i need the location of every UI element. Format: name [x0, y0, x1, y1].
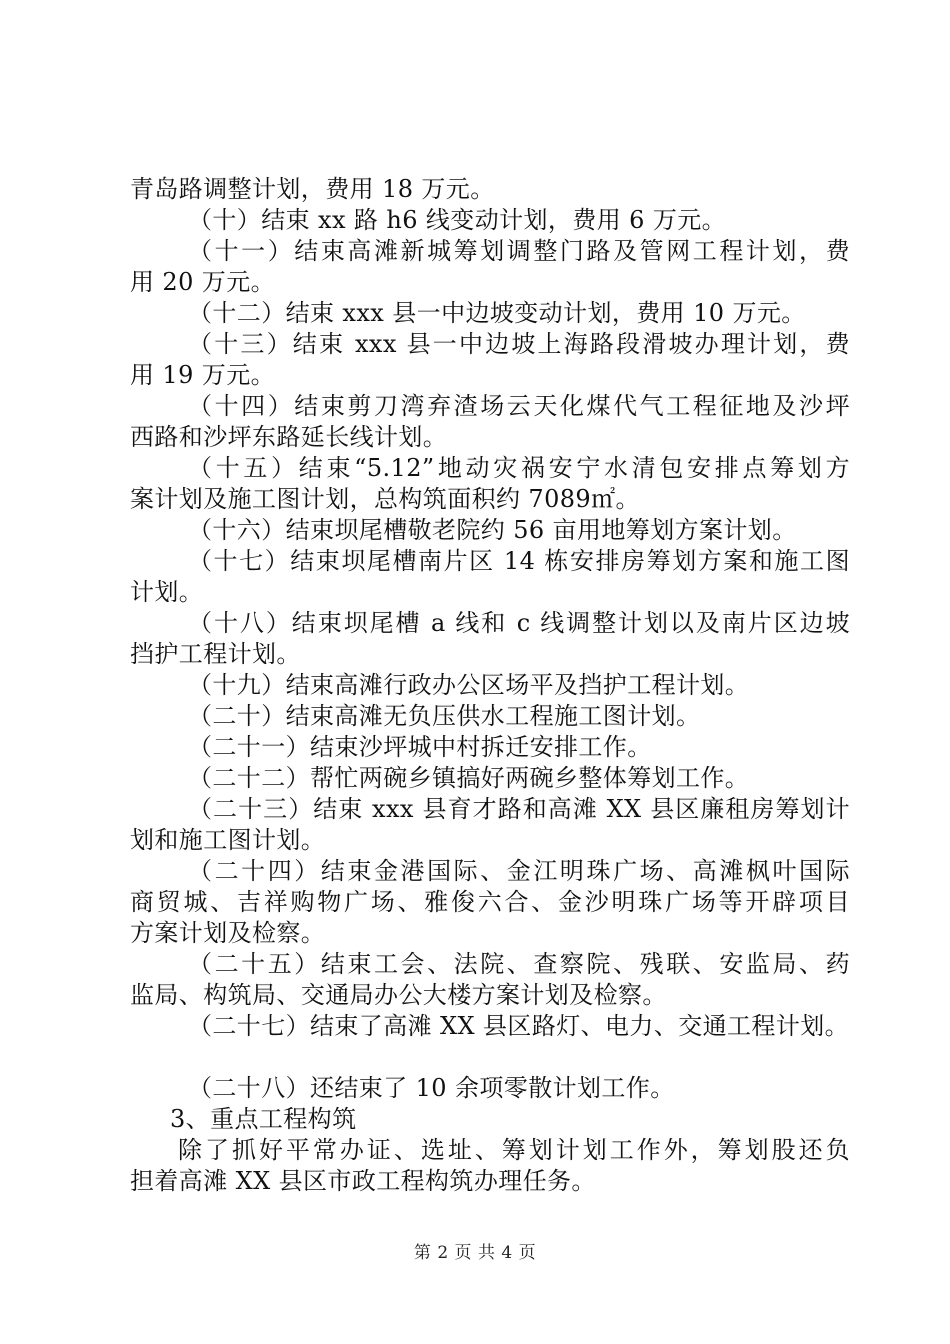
- text-line: 青岛路调整计划，费用 18 万元。: [130, 175, 495, 203]
- text-line: （二十七）结束了高滩 XX 县区路灯、电力、交通工程计划。: [188, 1012, 850, 1040]
- text-line: 计划。: [130, 578, 204, 606]
- text-line: （二十）结束高滩无负压供水工程施工图计划。: [188, 702, 701, 730]
- text-line: （十）结束 xx 路 h6 线变动计划，费用 6 万元。: [188, 206, 727, 234]
- text-line: （十三）结束 xxx 县一中边坡上海路段滑坡办理计划，费: [188, 330, 850, 358]
- text-line: （二十二）帮忙两碗乡镇搞好两碗乡整体筹划工作。: [188, 764, 750, 792]
- text-line: （十一）结束高滩新城筹划调整门路及管网工程计划，费: [188, 237, 850, 265]
- text-line: （二十八）还结束了 10 余项零散计划工作。: [188, 1074, 675, 1102]
- text-line: 除了抓好平常办证、选址、筹划计划工作外，筹划股还负: [178, 1136, 850, 1164]
- text-line: （十四）结束剪刀湾弃渣场云天化煤代气工程征地及沙坪: [188, 392, 850, 420]
- text-line: 担着高滩 XX 县区市政工程构筑办理任务。: [130, 1167, 596, 1195]
- text-line: （十九）结束高滩行政办公区场平及挡护工程计划。: [188, 671, 750, 699]
- text-line: 监局、构筑局、交通局办公大楼方案计划及检察。: [130, 981, 667, 1009]
- text-line: （二十一）结束沙坪城中村拆迁安排工作。: [188, 733, 652, 761]
- text-line: 西路和沙坪东路延长线计划。: [130, 423, 448, 451]
- text-line: 划和施工图计划。: [130, 826, 326, 854]
- text-line: （二十三）结束 xxx 县育才路和高滩 XX 县区廉租房筹划计: [188, 795, 850, 823]
- text-line: （十六）结束坝尾槽敬老院约 56 亩用地筹划方案计划。: [188, 516, 797, 544]
- text-line: 案计划及施工图计划，总构筑面积约 7089㎡。: [130, 485, 640, 513]
- text-line: 方案计划及检察。: [130, 919, 326, 947]
- text-line: 挡护工程计划。: [130, 640, 301, 668]
- text-line: （二十五）结束工会、法院、查察院、残联、安监局、药: [188, 950, 850, 978]
- text-line: （十二）结束 xxx 县一中边坡变动计划，费用 10 万元。: [188, 299, 806, 327]
- text-line: 商贸城、吉祥购物广场、雅俊六合、金沙明珠广场等开辟项目: [130, 888, 850, 916]
- text-line: （二十四）结束金港国际、金江明珠广场、高滩枫叶国际: [188, 857, 850, 885]
- text-line: 用 20 万元。: [130, 268, 275, 296]
- section-heading: 3、重点工程构筑: [170, 1105, 357, 1133]
- text-line: （十八）结束坝尾槽 a 线和 c 线调整计划以及南片区边坡: [188, 609, 850, 637]
- text-line: （十五）结束“5.12”地动灾祸安宁水清包安排点筹划方: [188, 454, 850, 482]
- text-line: 用 19 万元。: [130, 361, 275, 389]
- page-number: 第 2 页 共 4 页: [413, 1243, 537, 1263]
- document-body: [130, 174, 850, 1197]
- text-line: （十七）结束坝尾槽南片区 14 栋安排房筹划方案和施工图: [188, 547, 850, 575]
